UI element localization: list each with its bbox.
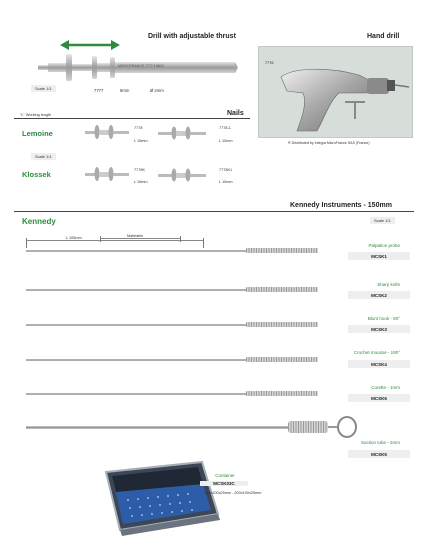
klossek-ref-1: 7778K <box>134 168 145 172</box>
lemoine-nail-15-image <box>85 122 130 142</box>
kennedy-length-label: L 105mm <box>66 236 82 240</box>
suction-tube-shaft <box>26 426 288 429</box>
instrument-code-5: MCSK6 <box>348 394 410 402</box>
klossek-label: Klossek <box>22 170 51 179</box>
crochet-mousse-handle <box>246 357 318 362</box>
lemoine-ref-2: 7778-1 <box>219 126 231 130</box>
crochet-mousse-shaft <box>26 359 246 361</box>
klossek-nail-15-image <box>85 164 130 184</box>
hand-drill-image <box>259 47 412 137</box>
container-code: MCSK03C <box>200 481 248 486</box>
malleable-tick-end <box>180 236 181 242</box>
nails-title: Nails <box>227 110 244 117</box>
instrument-code-3: MCSK3 <box>348 325 410 333</box>
malleable-dimension-line <box>100 238 180 239</box>
drill-engraving: MICROFRANCE 7777 13603 <box>118 64 164 68</box>
curette-handle <box>246 391 318 396</box>
kennedy-divider <box>14 211 414 212</box>
hand-drill-photo <box>258 46 413 138</box>
klossek-nail-10-image <box>158 166 208 184</box>
nails-divider <box>14 118 250 119</box>
klossek-ref-2: 7778K1 <box>219 168 233 172</box>
instrument-code-6: MCSK5 <box>348 450 410 458</box>
kennedy-section-title: Kennedy Instruments - 150mm <box>290 202 392 209</box>
kennedy-label: Kennedy <box>22 217 56 226</box>
nails-scale: Scale 1/1 <box>31 153 56 160</box>
blunt-hook-shaft <box>26 324 246 326</box>
lemoine-ref-1: 7778 <box>134 126 143 130</box>
container-label: Container <box>215 473 235 478</box>
instrument-code-2: MCSK2 <box>348 291 410 299</box>
hand-drill-ref: 7776 <box>265 61 274 65</box>
sharp-knife-handle <box>246 287 318 292</box>
kennedy-scale: Scale 1/1 <box>370 217 395 224</box>
drill-scale: Scale 1/1 <box>31 85 56 92</box>
palpation-probe-shaft <box>26 250 246 252</box>
klossek-length-2: L 10mm <box>219 180 233 184</box>
hand-drill-credit <box>288 141 370 145</box>
lemoine-length-2: L 10mm <box>219 139 233 143</box>
instrument-name-4: Crochet mousse - 190° <box>353 350 400 355</box>
klossek-length-1: L 15mm <box>134 180 148 184</box>
kennedy-malleable-label: Malleable <box>127 234 144 238</box>
palpation-probe-handle <box>246 248 318 253</box>
container-image <box>98 458 223 538</box>
blunt-hook-handle <box>246 322 318 327</box>
instrument-name-1: Palpation probe <box>368 243 400 248</box>
registered-icon: ® <box>288 141 292 145</box>
hand-drill-credit-text: Distributed by Integra MicroFrance SAS (France) <box>291 141 370 145</box>
suction-tube-ring-image <box>328 415 358 439</box>
malleable-tick-start <box>100 236 101 242</box>
suction-tube-handle <box>288 421 328 433</box>
instrument-name-5: Curette - 1mm <box>371 385 400 390</box>
drill-title: Drill with adjustable thrust <box>148 33 236 40</box>
length-dimension-line <box>26 240 203 241</box>
drill-length: 8mm <box>120 88 130 93</box>
container-size: 180x100x25mm - 200x100x25mm <box>204 491 262 495</box>
lemoine-nail-10-image <box>158 124 208 142</box>
working-length-note: "L" Working length <box>20 113 52 117</box>
sharp-knife-shaft <box>26 289 246 291</box>
dimension-tick-end <box>203 238 204 248</box>
lemoine-length-1: L 15mm <box>134 139 148 143</box>
instrument-name-3: Blunt hook - 90° <box>367 316 400 321</box>
instrument-code-4: MCSK4 <box>348 360 410 368</box>
drill-image <box>38 50 238 88</box>
curette-shaft <box>26 393 246 395</box>
instrument-name-6: Suction tube - 2mm <box>360 440 400 445</box>
lemoine-label: Lemoine <box>22 129 53 138</box>
instrument-name-2: Sharp knife <box>377 282 400 287</box>
hand-drill-title: Hand drill <box>367 33 400 40</box>
drill-ref: 7777 <box>94 88 104 93</box>
instrument-code-1: MCSK1 <box>348 252 410 260</box>
drill-diameter: Ø 2mm <box>150 88 164 93</box>
